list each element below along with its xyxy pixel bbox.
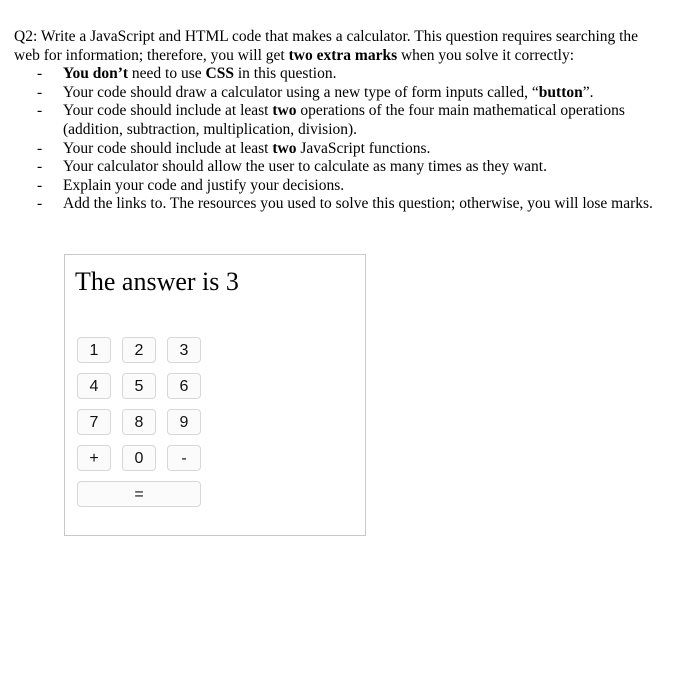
requirement-text: Your code should include at least bbox=[63, 139, 273, 157]
key-8-button[interactable]: 8 bbox=[122, 409, 156, 435]
intro-text: Q2: Write a JavaScript and HTML code that makes a calculator. This question requires searching the web for information; therefore, you will get bbox=[14, 28, 639, 64]
key-9-button[interactable]: 9 bbox=[167, 409, 201, 435]
requirement-bold: button bbox=[538, 83, 583, 101]
dash-bullet: - bbox=[37, 83, 43, 101]
minus-button[interactable]: - bbox=[167, 445, 201, 471]
key-6-button[interactable]: 6 bbox=[167, 373, 201, 399]
key-3-button[interactable]: 3 bbox=[167, 337, 201, 363]
equals-button[interactable]: = bbox=[77, 481, 201, 507]
requirement-text: need to use bbox=[128, 65, 206, 83]
calculator-keypad bbox=[77, 337, 201, 517]
requirement-item bbox=[14, 177, 664, 196]
dash-bullet: - bbox=[37, 65, 43, 83]
requirement-text: in this question. bbox=[233, 65, 337, 83]
dash-bullet: - bbox=[37, 176, 43, 194]
dash-bullet: - bbox=[37, 139, 43, 157]
intro-bold: two extra marks bbox=[288, 46, 398, 64]
requirement-item bbox=[14, 102, 664, 139]
requirement-text: Your calculator should allow the user to calculate as many times as they want. bbox=[63, 158, 547, 176]
keypad-row bbox=[77, 373, 201, 399]
keypad-row bbox=[77, 445, 201, 471]
key-1-button[interactable]: 1 bbox=[77, 337, 111, 363]
requirement-item bbox=[14, 158, 664, 177]
intro-text-end: when you solve it correctly: bbox=[397, 46, 575, 64]
requirement-text: ”. bbox=[582, 83, 594, 101]
key-0-button[interactable]: 0 bbox=[122, 445, 156, 471]
requirement-text: Add the links to. The resources you used to solve this question; otherwise, you will lose marks. bbox=[63, 195, 653, 213]
dash-bullet: - bbox=[37, 102, 43, 120]
requirement-bold: two bbox=[272, 102, 297, 120]
key-4-button[interactable]: 4 bbox=[77, 373, 111, 399]
question-intro bbox=[14, 28, 664, 65]
key-5-button[interactable]: 5 bbox=[122, 373, 156, 399]
requirement-item bbox=[14, 84, 664, 103]
dash-bullet: - bbox=[37, 195, 43, 213]
answer-display: The answer is 3 bbox=[75, 267, 239, 296]
requirements-list bbox=[14, 65, 664, 214]
requirement-item bbox=[14, 65, 664, 84]
keypad-row bbox=[77, 409, 201, 435]
requirement-item bbox=[14, 140, 664, 159]
requirement-text: operations of the four main mathematical operations (addition, subtraction, multiplication, division). bbox=[63, 102, 625, 138]
key-7-button[interactable]: 7 bbox=[77, 409, 111, 435]
plus-button[interactable]: + bbox=[77, 445, 111, 471]
requirement-item bbox=[14, 195, 664, 214]
requirement-text: Your code should include at least bbox=[63, 102, 273, 120]
dash-bullet: - bbox=[37, 158, 43, 176]
calculator-demo bbox=[64, 254, 366, 536]
requirement-text: JavaScript functions. bbox=[296, 139, 431, 157]
keypad-row bbox=[77, 337, 201, 363]
key-2-button[interactable]: 2 bbox=[122, 337, 156, 363]
requirement-text: Your code should draw a calculator using a new type of form inputs called, “ bbox=[63, 83, 539, 101]
requirement-bold: You don’t bbox=[63, 65, 129, 83]
question-text bbox=[14, 28, 664, 214]
requirement-bold: two bbox=[272, 139, 297, 157]
requirement-bold: CSS bbox=[205, 65, 234, 83]
requirement-text: Explain your code and justify your decisions. bbox=[63, 176, 345, 194]
keypad-row bbox=[77, 481, 201, 507]
